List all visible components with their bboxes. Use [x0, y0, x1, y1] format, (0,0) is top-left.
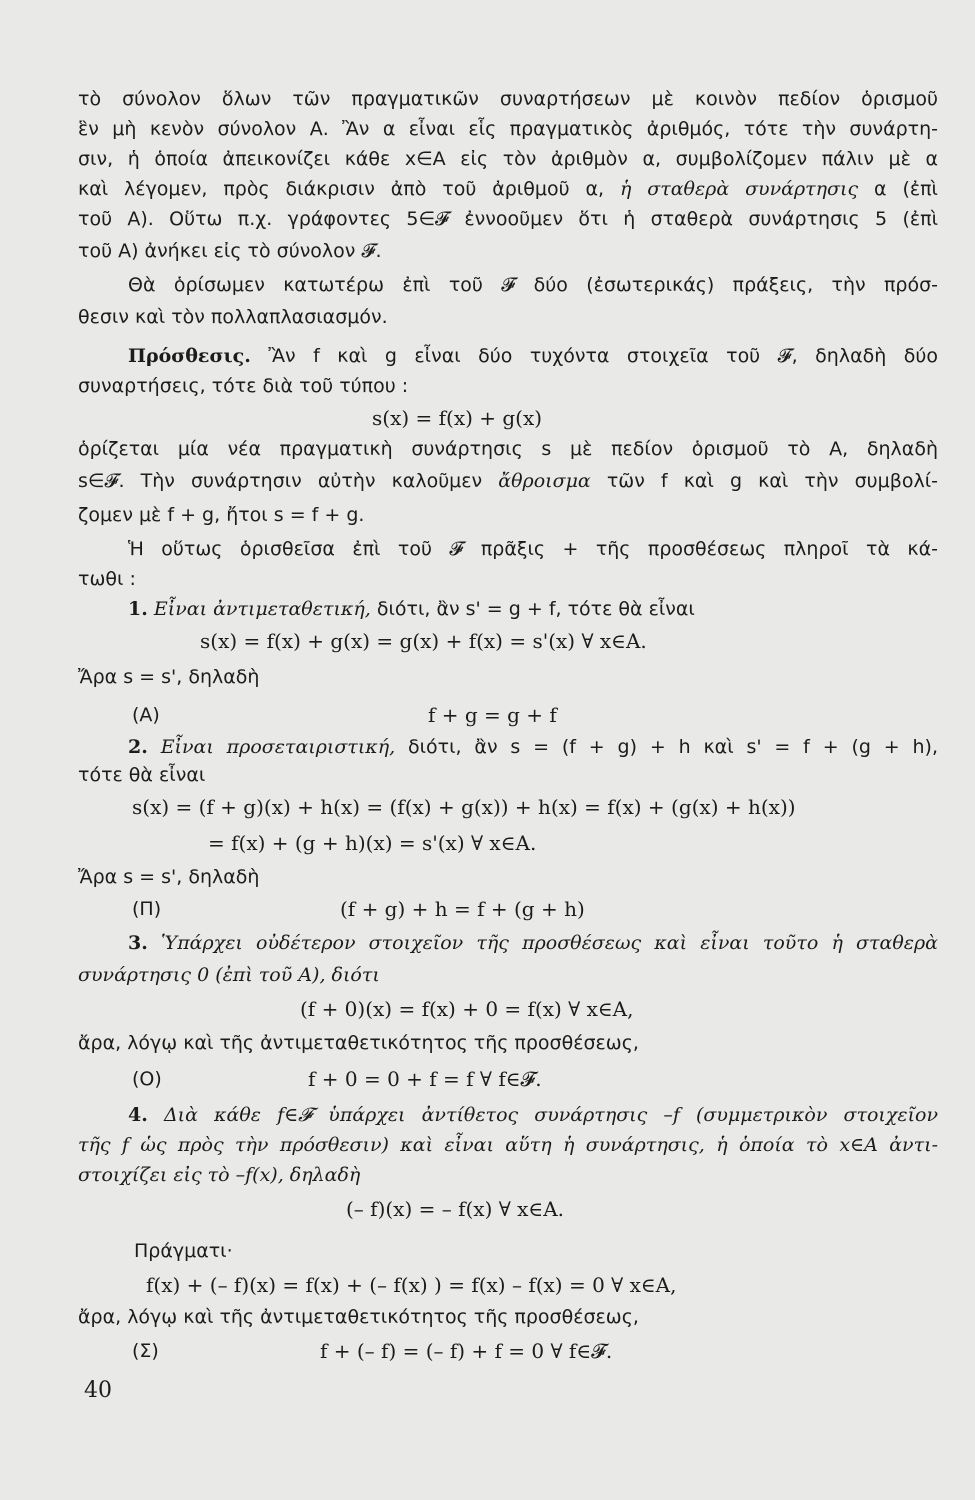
law-formula: f + 0 = 0 + f = f ∀ f∈𝓕. [308, 1067, 542, 1091]
law-formula: f + g = g + f [428, 703, 557, 727]
text-fragment: διότι, ἂν s = (f + g) + h καὶ s' = f + (g + h), [408, 736, 938, 758]
equation: (f + 0)(x) = f(x) + 0 = f(x) ∀ x∈A, [300, 997, 634, 1021]
text-fragment: τῶν f καὶ g καὶ τὴν συμβολί- [606, 470, 938, 492]
equation: f(x) + (– f)(x) = f(x) + (– f(x) ) = f(x) – f(x) = 0 ∀ x∈A, [146, 1273, 677, 1297]
property-line [128, 930, 938, 956]
text-line: σιν, ἡ ὁποία ἀπεικονίζει κάθε x∈A εἰς τὸν ἀριθμὸν α, συμβολίζομεν πάλιν μὲ α [78, 148, 938, 170]
text-line: Πράγματι· [134, 1240, 233, 1262]
text-line: συνάρτησις 0 (ἐπὶ τοῦ Α), διότι [78, 964, 380, 986]
text-line: τοῦ Α). Οὕτω π.χ. γράφοντες 5∈𝓕 ἐννοοῦμεν ὅτι ἡ σταθερὰ συνάρτησις 5 (ἐπὶ [78, 208, 938, 230]
page-number: 40 [84, 1378, 112, 1403]
text-line: τότε θὰ εἶναι [78, 764, 206, 786]
text-line: τοῦ Α) ἀνήκει εἰς τὸ σύνολον 𝓕. [78, 240, 382, 262]
text-line: Ἄρα s = s', δηλαδὴ [78, 866, 260, 888]
text-line: Ἡ οὕτως ὁρισθεῖσα ἐπὶ τοῦ 𝓕 πρᾶξις + τῆς προσθέσεως πληροῖ τὰ κά- [128, 538, 938, 560]
law-formula: (f + g) + h = f + (g + h) [340, 897, 585, 921]
formula: s(x) = f(x) + g(x) [372, 406, 543, 430]
property-number: 3. [128, 932, 148, 954]
law-label: (Σ) [132, 1340, 159, 1362]
equation: s(x) = (f + g)(x) + h(x) = (f(x) + g(x)) + h(x) = f(x) + (g(x) + h(x)) [132, 795, 796, 819]
text-line [78, 468, 938, 494]
defined-term: ἡ σταθερὰ συνάρτησις [619, 178, 859, 200]
text-line: στοιχίζει εἰς τὸ –f(x), δηλαδὴ [78, 1164, 361, 1186]
property-title: Ὑπάρχει οὐδέτερον στοιχεῖον τῆς προσθέσεως καὶ εἶναι τοῦτο ἡ σταθερὰ [161, 932, 938, 954]
property-line [128, 1102, 938, 1128]
property-title: Εἶναι ἀντιμεταθετική, [153, 598, 371, 620]
law-formula: f + (– f) = (– f) + f = 0 ∀ f∈𝓕. [320, 1339, 613, 1363]
text-line: Θὰ ὁρίσωμεν κατωτέρω ἐπὶ τοῦ 𝓕 δύο (ἐσωτερικάς) πράξεις, τὴν πρόσ- [128, 274, 938, 296]
text-fragment: Ἂν f καὶ g εἶναι δύο τυχόντα στοιχεῖα τοῦ 𝓕, δηλαδὴ δύο [268, 345, 938, 367]
text-line [78, 176, 938, 202]
text-fragment: καὶ λέγομεν, πρὸς διάκρισιν ἀπὸ τοῦ ἀριθμοῦ α, [78, 178, 605, 200]
text-line: ἓν μὴ κενὸν σύνολον Α. Ἂν α εἶναι εἷς πραγματικὸς ἀριθμός, τότε τὴν συνάρτη- [78, 118, 938, 140]
text-line: Ἄρα s = s', δηλαδὴ [78, 666, 260, 688]
text-line: ἄρα, λόγῳ καὶ τῆς ἀντιμεταθετικότητος τῆς προσθέσεως, [78, 1032, 639, 1054]
text-line: τωθι : [78, 568, 136, 590]
equation: (– f)(x) = – f(x) ∀ x∈A. [346, 1197, 565, 1221]
equation: = f(x) + (g + h)(x) = s'(x) ∀ x∈A. [208, 831, 537, 855]
property-number: 1. [128, 598, 148, 620]
property-line [128, 734, 938, 760]
property-title: Εἶναι προσεταιριστική, [160, 736, 396, 758]
text-fragment: διότι, ἂν s' = g + f, τότε θὰ εἶναι [376, 598, 695, 620]
text-fragment: α (ἐπὶ [874, 178, 938, 200]
text-line: θεσιν καὶ τὸν πολλαπλασιασμόν. [78, 306, 388, 328]
text-line: τῆς f ὡς πρὸς τὴν πρόσθεσιν) καὶ εἶναι αὕτη ἡ συνάρτησις, ἡ ὁποία τὸ x∈A ἀντι- [78, 1134, 938, 1156]
text-line: ἄρα, λόγῳ καὶ τῆς ἀντιμεταθετικότητος τῆς προσθέσεως, [78, 1306, 639, 1328]
property-number: 4. [128, 1104, 148, 1126]
defined-term: ἄθροισμα [498, 470, 591, 492]
section-heading: Πρόσθεσις. [128, 345, 251, 367]
text-line [128, 343, 938, 369]
text-line: ζομεν μὲ f + g, ἤτοι s = f + g. [78, 504, 365, 526]
text-line: συναρτήσεις, τότε διὰ τοῦ τύπου : [78, 375, 409, 397]
text-line: ὁρίζεται μία νέα πραγματικὴ συνάρτησις s μὲ πεδίον ὁρισμοῦ τὸ Α, δηλαδὴ [78, 438, 938, 460]
property-number: 2. [128, 736, 148, 758]
law-label: (Π) [132, 898, 162, 920]
text-fragment: s∈𝓕. Τὴν συνάρτησιν αὐτὴν καλοῦμεν [78, 470, 483, 492]
property-line [128, 596, 975, 622]
text-line: τὸ σύνολον ὅλων τῶν πραγματικῶν συναρτήσεων μὲ κοινὸν πεδίον ὁρισμοῦ [78, 88, 938, 110]
equation: s(x) = f(x) + g(x) = g(x) + f(x) = s'(x) ∀ x∈A. [200, 629, 647, 653]
property-title: Διὰ κάθε f∈𝓕 ὑπάρχει ἀντίθετος συνάρτησις –f (συμμετρικὸν στοιχεῖον [163, 1104, 939, 1126]
law-label: (Ο) [132, 1068, 162, 1090]
law-label: (Α) [132, 704, 160, 726]
